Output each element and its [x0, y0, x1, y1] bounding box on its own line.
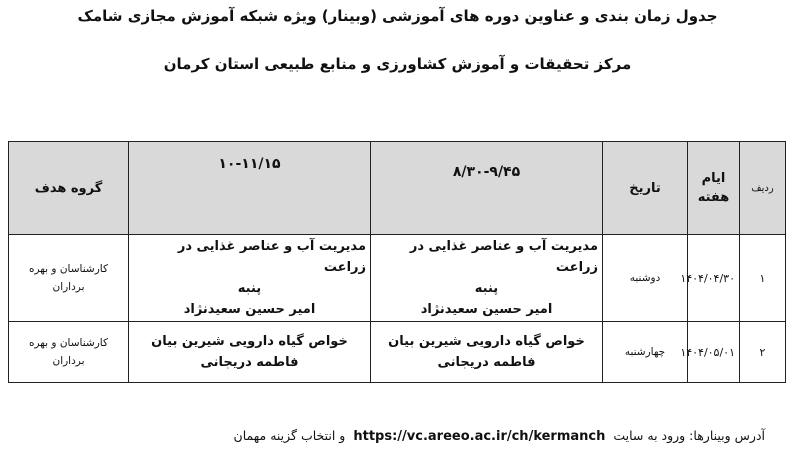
- target-group-line2: برداران: [52, 281, 85, 293]
- session-title-line1: خواص گیاه دارویی شیرین بیان: [151, 334, 348, 349]
- session-cell: [371, 322, 603, 383]
- target-group-cell: [9, 235, 129, 322]
- session-presenter: امیر حسین سعیدنژاد: [183, 302, 316, 317]
- session-title-line1: خواص گیاه دارویی شیرین بیان: [388, 334, 585, 349]
- session-title-line2: پنبه: [237, 281, 262, 296]
- schedule-table: [8, 141, 786, 383]
- target-group-line1: کارشناسان و بهره: [29, 337, 108, 349]
- target-group-line2: برداران: [52, 355, 85, 367]
- session-presenter: فاطمه دریجانی: [200, 355, 299, 370]
- header-target-group: گروه هدف: [9, 142, 129, 235]
- target-group-line1: کارشناسان و بهره: [29, 263, 108, 275]
- target-group-cell: [9, 322, 129, 383]
- row-number: ۲: [740, 322, 786, 383]
- session-title-line1: مدیریت آب و عناصر غذایی در زراعت: [177, 239, 366, 275]
- header-weekday: [688, 142, 740, 235]
- footer-suffix: و انتخاب گزینه مهمان: [233, 428, 346, 443]
- session-presenter: فاطمه دریجانی: [437, 355, 536, 370]
- session-cell: [129, 235, 371, 322]
- row-date: ۱۴۰۴/۰۴/۳۰: [688, 235, 740, 322]
- header-time-slot-2: ۱۰-۱۱/۱۵: [129, 142, 371, 235]
- document-title: جدول زمان بندی و عناوین دوره های آموزشی (وبینار) ویژه شبکه آموزش مجازی شامک: [77, 7, 718, 25]
- header-weekday-line1: ایام: [701, 171, 726, 186]
- session-presenter: امیر حسین سعیدنژاد: [420, 302, 553, 317]
- session-cell: [129, 322, 371, 383]
- table-header-row: [9, 142, 786, 235]
- session-title-line1: مدیریت آب و عناصر غذایی در زراعت: [409, 239, 598, 275]
- row-date: ۱۴۰۴/۰۵/۰۱: [688, 322, 740, 383]
- document-subtitle: مرکز تحقیقات و آموزش کشاورزی و منابع طبیعی استان کرمان: [163, 55, 632, 73]
- header-weekday-line2: هفته: [697, 190, 730, 205]
- table-row: [9, 235, 786, 322]
- session-cell: [371, 235, 603, 322]
- webinar-url-link[interactable]: https://vc.areeo.ac.ir/ch/kermanch: [353, 429, 606, 444]
- row-weekday: دوشنبه: [603, 235, 688, 322]
- table-row: [9, 322, 786, 383]
- row-number: ۱: [740, 235, 786, 322]
- header-date: تاریخ: [603, 142, 688, 235]
- session-title-line2: پنبه: [474, 281, 499, 296]
- footer-prefix: آدرس وبینارها: ورود به سایت: [613, 428, 765, 443]
- row-weekday: چهارشنبه: [603, 322, 688, 383]
- header-time-slot-1: ۸/۳۰-۹/۴۵: [371, 142, 603, 235]
- webinar-address-note: [234, 427, 765, 446]
- header-row-number: ردیف: [740, 142, 786, 235]
